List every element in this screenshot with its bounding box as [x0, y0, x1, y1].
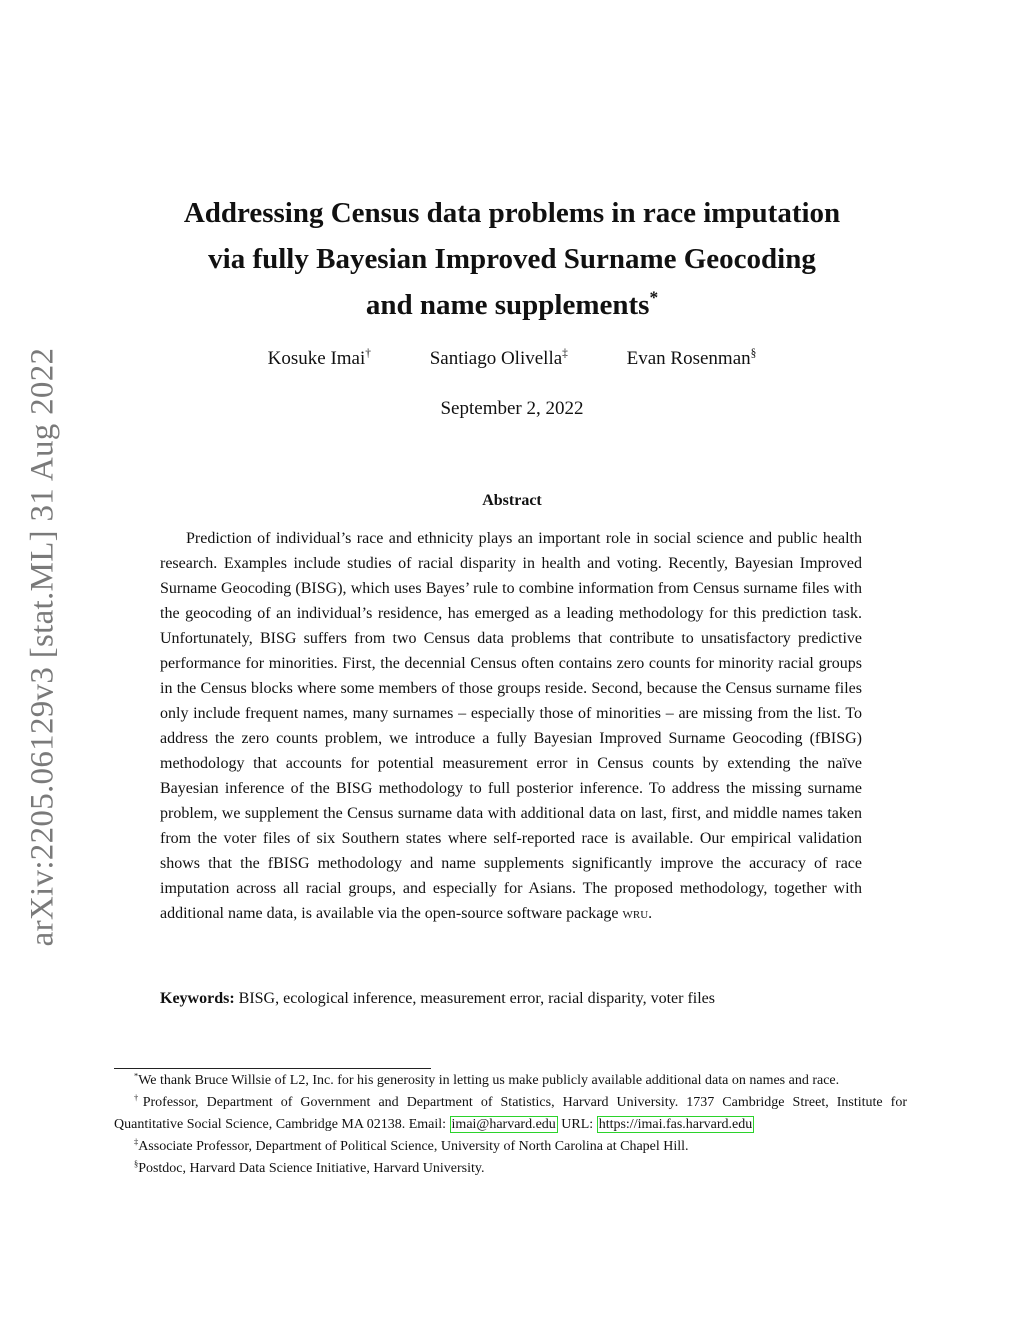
- keywords: [160, 986, 862, 1011]
- footnote-2-text: Professor, Department of Government and Department of Statistics, Harvard University. 1737 Cambridge Street, Institute for Quantitative Social Science, Cambridge MA 02138. Email:: [114, 1095, 907, 1132]
- abstract-body: [160, 526, 862, 926]
- footnote-1-text: We thank Bruce Willsie of L2, Inc. for his generosity in letting us make publicly available additional data on names and race.: [138, 1073, 840, 1088]
- package-name: wru: [622, 905, 649, 922]
- footnote-1-mark: *: [134, 1071, 139, 1081]
- publication-date: September 2, 2022: [440, 398, 584, 419]
- author-2: [430, 348, 568, 370]
- footnote-4-mark: §: [134, 1159, 139, 1169]
- title-footnote-mark: *: [649, 287, 659, 308]
- footnote-2-mark: †: [134, 1093, 143, 1103]
- footnote-2: [114, 1092, 907, 1136]
- footnote-4: [114, 1158, 907, 1180]
- author-2-name: Santiago Olivella: [429, 348, 563, 369]
- author-3: [627, 348, 757, 370]
- title-line-3-text: and name supplements: [365, 289, 650, 321]
- abstract-end-punct: .: [648, 905, 653, 922]
- arxiv-identifier-text: arXiv:2205.06129v3 [stat.ML] 31 Aug 2022: [24, 347, 61, 947]
- paper-title: [112, 190, 912, 328]
- abstract-text: Prediction of individual’s race and ethnicity plays an important role in social science and public health research. Examples include studies of racial disparity in health and voting. Recently, Bayesian Improved Surname Geocoding (BISG), which uses Bayes’ rule to combine information from Census surname files with the geocoding of an individual’s residence, has emerged as a leading methodology for this prediction task. Unfortunately, BISG suffers from two Census data problems that contribute to unsatisfactory predictive performance for minorities. First, the decennial Census often contains zero counts for minority racial groups in the Census blocks where some members of those groups reside. Second, because the Census surname files only include frequent names, many surnames – especially those of minorities – are missing from the list. To address the zero counts problem, we introduce a fully Bayesian Improved Surname Geocoding (fBISG) methodology that accounts for potential measurement error in Census counts by extending the naïve Bayesian inference of the BISG methodology to full posterior inference. To address the missing surname problem, we supplement the Census surname data with additional data on last, first, and middle names taken from the voter files of six Southern states where self-reported race is available. Our empirical validation shows that the fBISG methodology and name supplements significantly improve the accuracy of race imputation across all racial groups, and especially for Asians. The proposed methodology, together with additional name data, is available via the open-source software package: [160, 530, 862, 922]
- arxiv-identifier-stamp: [24, 340, 61, 955]
- author-1-name: Kosuke Imai: [267, 348, 366, 369]
- author-list: [112, 348, 912, 370]
- footnote-1: [114, 1070, 907, 1092]
- title-line-2: via fully Bayesian Improved Surname Geocoding: [208, 243, 816, 275]
- abstract-heading: Abstract: [482, 492, 542, 509]
- title-line-3: [112, 282, 912, 328]
- footnote-divider: [114, 1068, 431, 1069]
- keywords-label: Keywords:: [160, 990, 235, 1007]
- footnote-3-text: Associate Professor, Department of Political Science, University of North Carolina at Chapel Hill.: [138, 1139, 689, 1154]
- author-2-mark: ‡: [562, 347, 568, 360]
- url-label: URL:: [561, 1117, 594, 1132]
- author-3-mark: §: [750, 347, 757, 360]
- keywords-text: BISG, ecological inference, measurement error, racial disparity, voter files: [238, 990, 715, 1007]
- email-link[interactable]: imai@harvard.edu: [451, 1117, 556, 1132]
- author-1-mark: †: [365, 347, 371, 360]
- author-1: [268, 348, 371, 370]
- footnote-3: [114, 1136, 907, 1158]
- homepage-link[interactable]: https://imai.fas.harvard.edu: [598, 1117, 753, 1132]
- footnote-3-mark: ‡: [134, 1137, 139, 1147]
- author-3-name: Evan Rosenman: [626, 348, 751, 369]
- footnotes: [114, 1070, 907, 1180]
- footnote-4-text: Postdoc, Harvard Data Science Initiative, Harvard University.: [138, 1161, 485, 1176]
- title-line-1: Addressing Census data problems in race imputation: [183, 197, 841, 229]
